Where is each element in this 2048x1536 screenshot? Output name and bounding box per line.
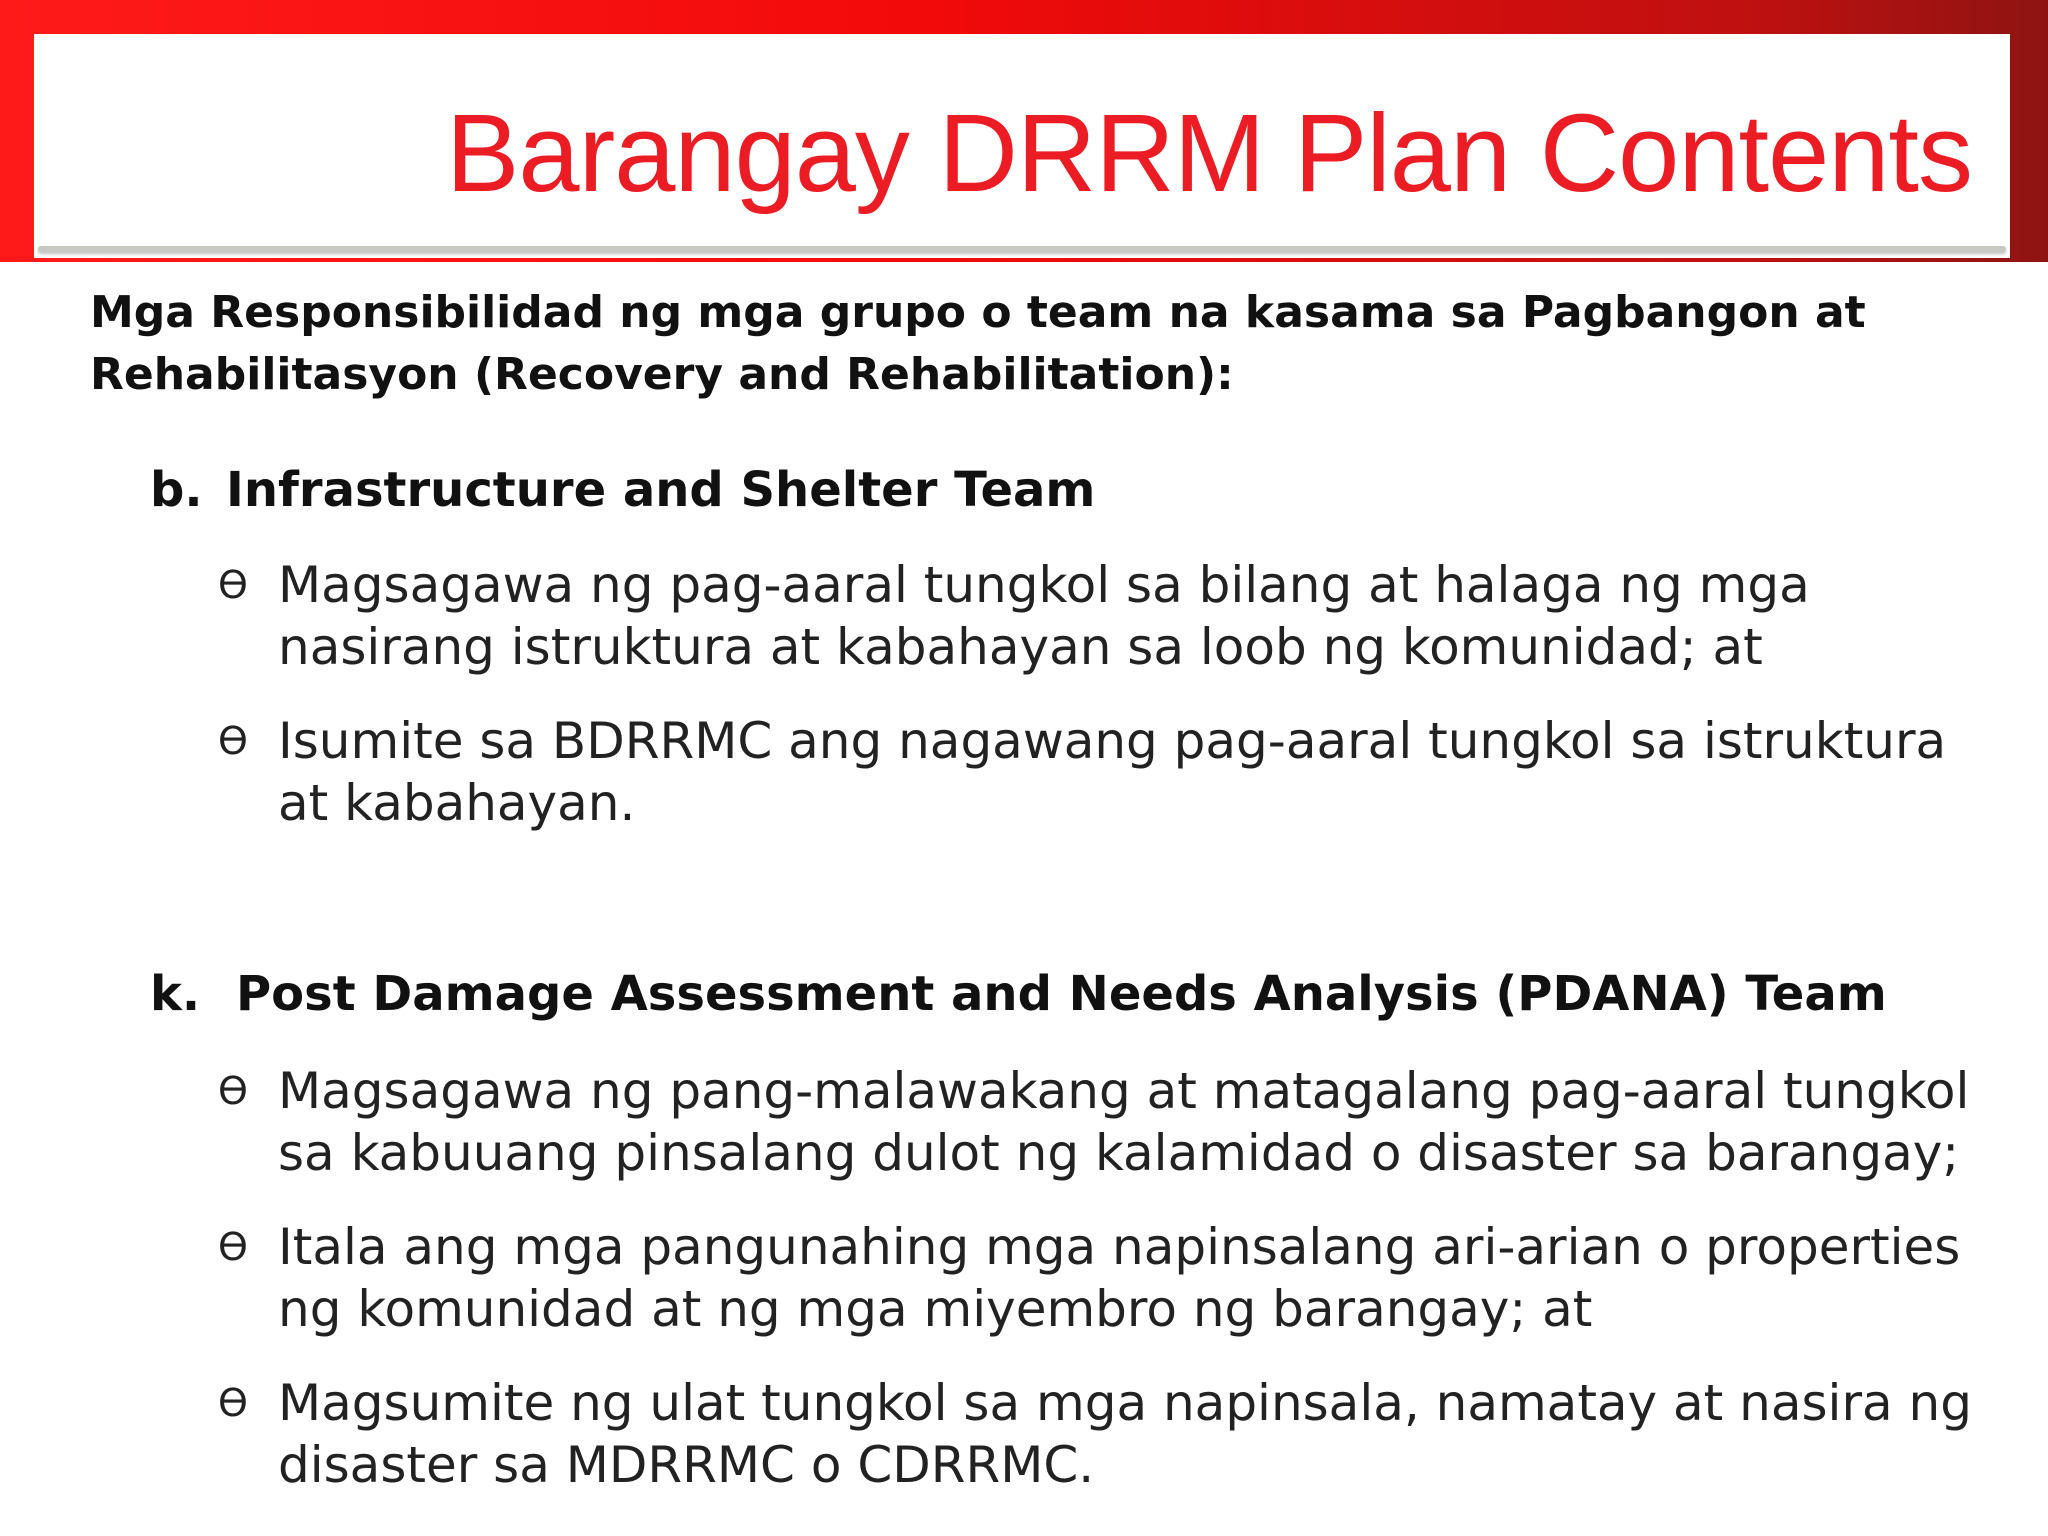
list-item [218, 554, 1978, 678]
theta-bullet-icon: ϴ [218, 563, 248, 607]
list-item [218, 1216, 1978, 1340]
section-title: Post Damage Assessment and Needs Analysis (PDANA) Team [236, 966, 1887, 1022]
list-item-text: Magsumite ng ulat tungkol sa mga napinsala, namatay at nasira ng disaster sa MDRRMC o CDRRMC. [278, 1374, 1972, 1494]
list-item [218, 1372, 1978, 1496]
list-item [218, 710, 1978, 834]
slide-title: Barangay DRRM Plan Contents [446, 92, 1972, 215]
section-marker: k. [150, 966, 201, 1022]
list-item-text: Isumite sa BDRRMC ang nagawang pag-aaral tungkol sa istruktura at kabahayan. [278, 712, 1947, 832]
header-divider [38, 246, 2006, 252]
theta-bullet-icon: ϴ [218, 1381, 248, 1425]
theta-bullet-icon: ϴ [218, 1069, 248, 1113]
section-marker: b. [150, 462, 203, 518]
intro-text: Mga Responsibilidad ng mga grupo o team na kasama sa Pagbangon at Rehabilitasyon (Recovery and Rehabilitation): [90, 287, 1866, 400]
section-heading-infrastructure [150, 460, 1095, 520]
section-heading-pdana [150, 964, 1887, 1024]
section-title: Infrastructure and Shelter Team [226, 462, 1096, 518]
theta-bullet-icon: ϴ [218, 1225, 248, 1269]
list-item-text: Magsagawa ng pag-aaral tungkol sa bilang at halaga ng mga nasirang istruktura at kabahayan sa loob ng komunidad; at [278, 556, 1810, 676]
list-item [218, 1060, 1978, 1184]
list-item-text: Magsagawa ng pang-malawakang at matagalang pag-aaral tungkol sa kabuuang pinsalang dulot ng kalamidad o disaster sa barangay; [278, 1062, 1970, 1182]
theta-bullet-icon: ϴ [218, 719, 248, 763]
list-item-text: Itala ang mga pangunahing mga napinsalang ari-arian o properties ng komunidad at ng mga miyembro ng barangay; at [278, 1218, 1961, 1338]
